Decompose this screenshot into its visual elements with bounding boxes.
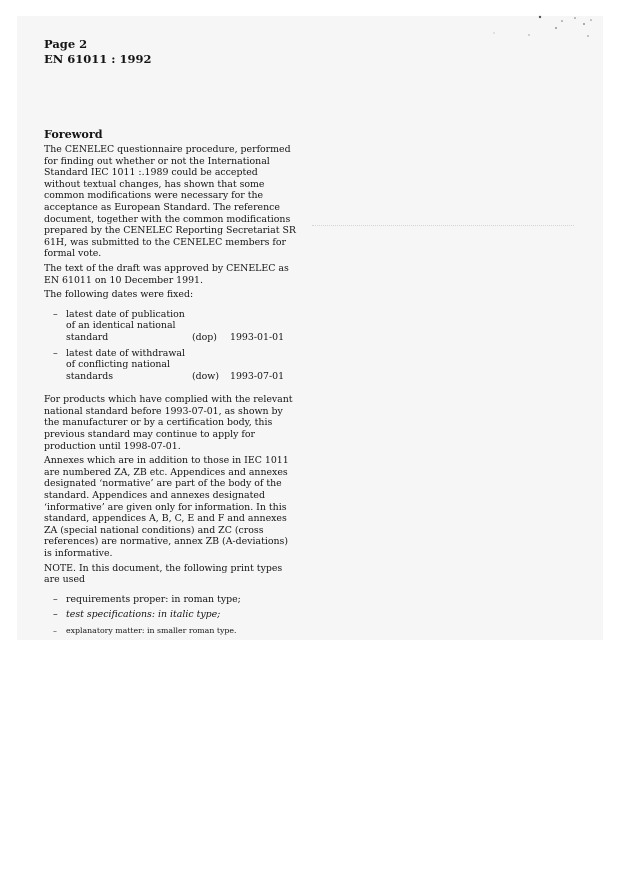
scan-artifact-line [312,225,574,226]
date-label-line: standards [66,370,114,382]
page-number: Page 2 [44,37,88,51]
date-label-line: of an identical national [66,320,176,332]
date-label-line: of conflicting national [66,359,170,371]
print-type-roman [53,594,296,606]
date-label-line: latest date of publication [66,308,185,320]
paragraph-questionnaire: The CENELEC questionnaire procedure, performed for finding out whether or not the International Standard IEC 1011 :.1989 could be accepted without textual changes, has shown that some common modifications were necessary for the acceptance as European Standard. The reference document, together with the common modifications prepared by the CENELEC Reporting Secretariat SR 61H, was submitted to the CENELEC members for formal vote. [44,144,296,260]
date-value: 1993-07-01 [230,370,285,382]
date-abbreviation: (dow) [192,370,219,382]
print-type-text: test specifications: in italic type; [66,609,221,621]
print-types-list [53,594,296,637]
print-type-small [53,625,296,637]
print-type-italic [53,609,296,621]
print-type-text: requirements proper: in roman type; [66,593,241,605]
date-abbreviation: (dop) [192,331,217,343]
date-label-line: standard [66,331,109,343]
paragraph-transition: For products which have complied with the relevant national standard before 1993-07-01, as shown by the manufacturer or by a certification body, this previous standard may continue to apply for production until 1998-07-01. [44,394,293,452]
dash-bullet: – [53,593,58,605]
dash-bullet: – [53,308,58,320]
date-value: 1993-01-01 [230,331,285,343]
document-id: EN 61011 : 1992 [44,52,152,66]
dates-list [53,309,296,383]
foreword-section [44,127,296,641]
paragraph-approval: The text of the draft was approved by CENELEC as EN 61011 on 10 December 1991. [44,262,289,286]
date-item-dop [53,309,296,344]
paragraph-note: NOTE. In this document, the following print types are used [44,562,283,586]
date-label-line: latest date of withdrawal [66,347,185,359]
date-item-dow [53,348,296,383]
dash-bullet: – [53,347,58,359]
foreword-heading: Foreword [44,127,103,141]
scan-specks [490,14,602,40]
dash-bullet: – [53,625,57,635]
dash-bullet: – [53,609,58,621]
paragraph-annexes: Annexes which are in addition to those in IEC 1011 are numbered ZA, ZB etc. Appendices and annexes designated ‘normative’ are part of the body of the standard. Appendices and annexes designated ‘informative’ are given only for information. In this standard, appendices A, B, C, E and F and annexes ZA (special national conditions) and ZC (cross references) are normative, annex ZB (A-deviations) is informative. [44,455,289,559]
print-type-text: explanatory matter: in smaller roman type. [66,625,237,635]
paragraph-dates-intro: The following dates were fixed: [44,289,194,301]
